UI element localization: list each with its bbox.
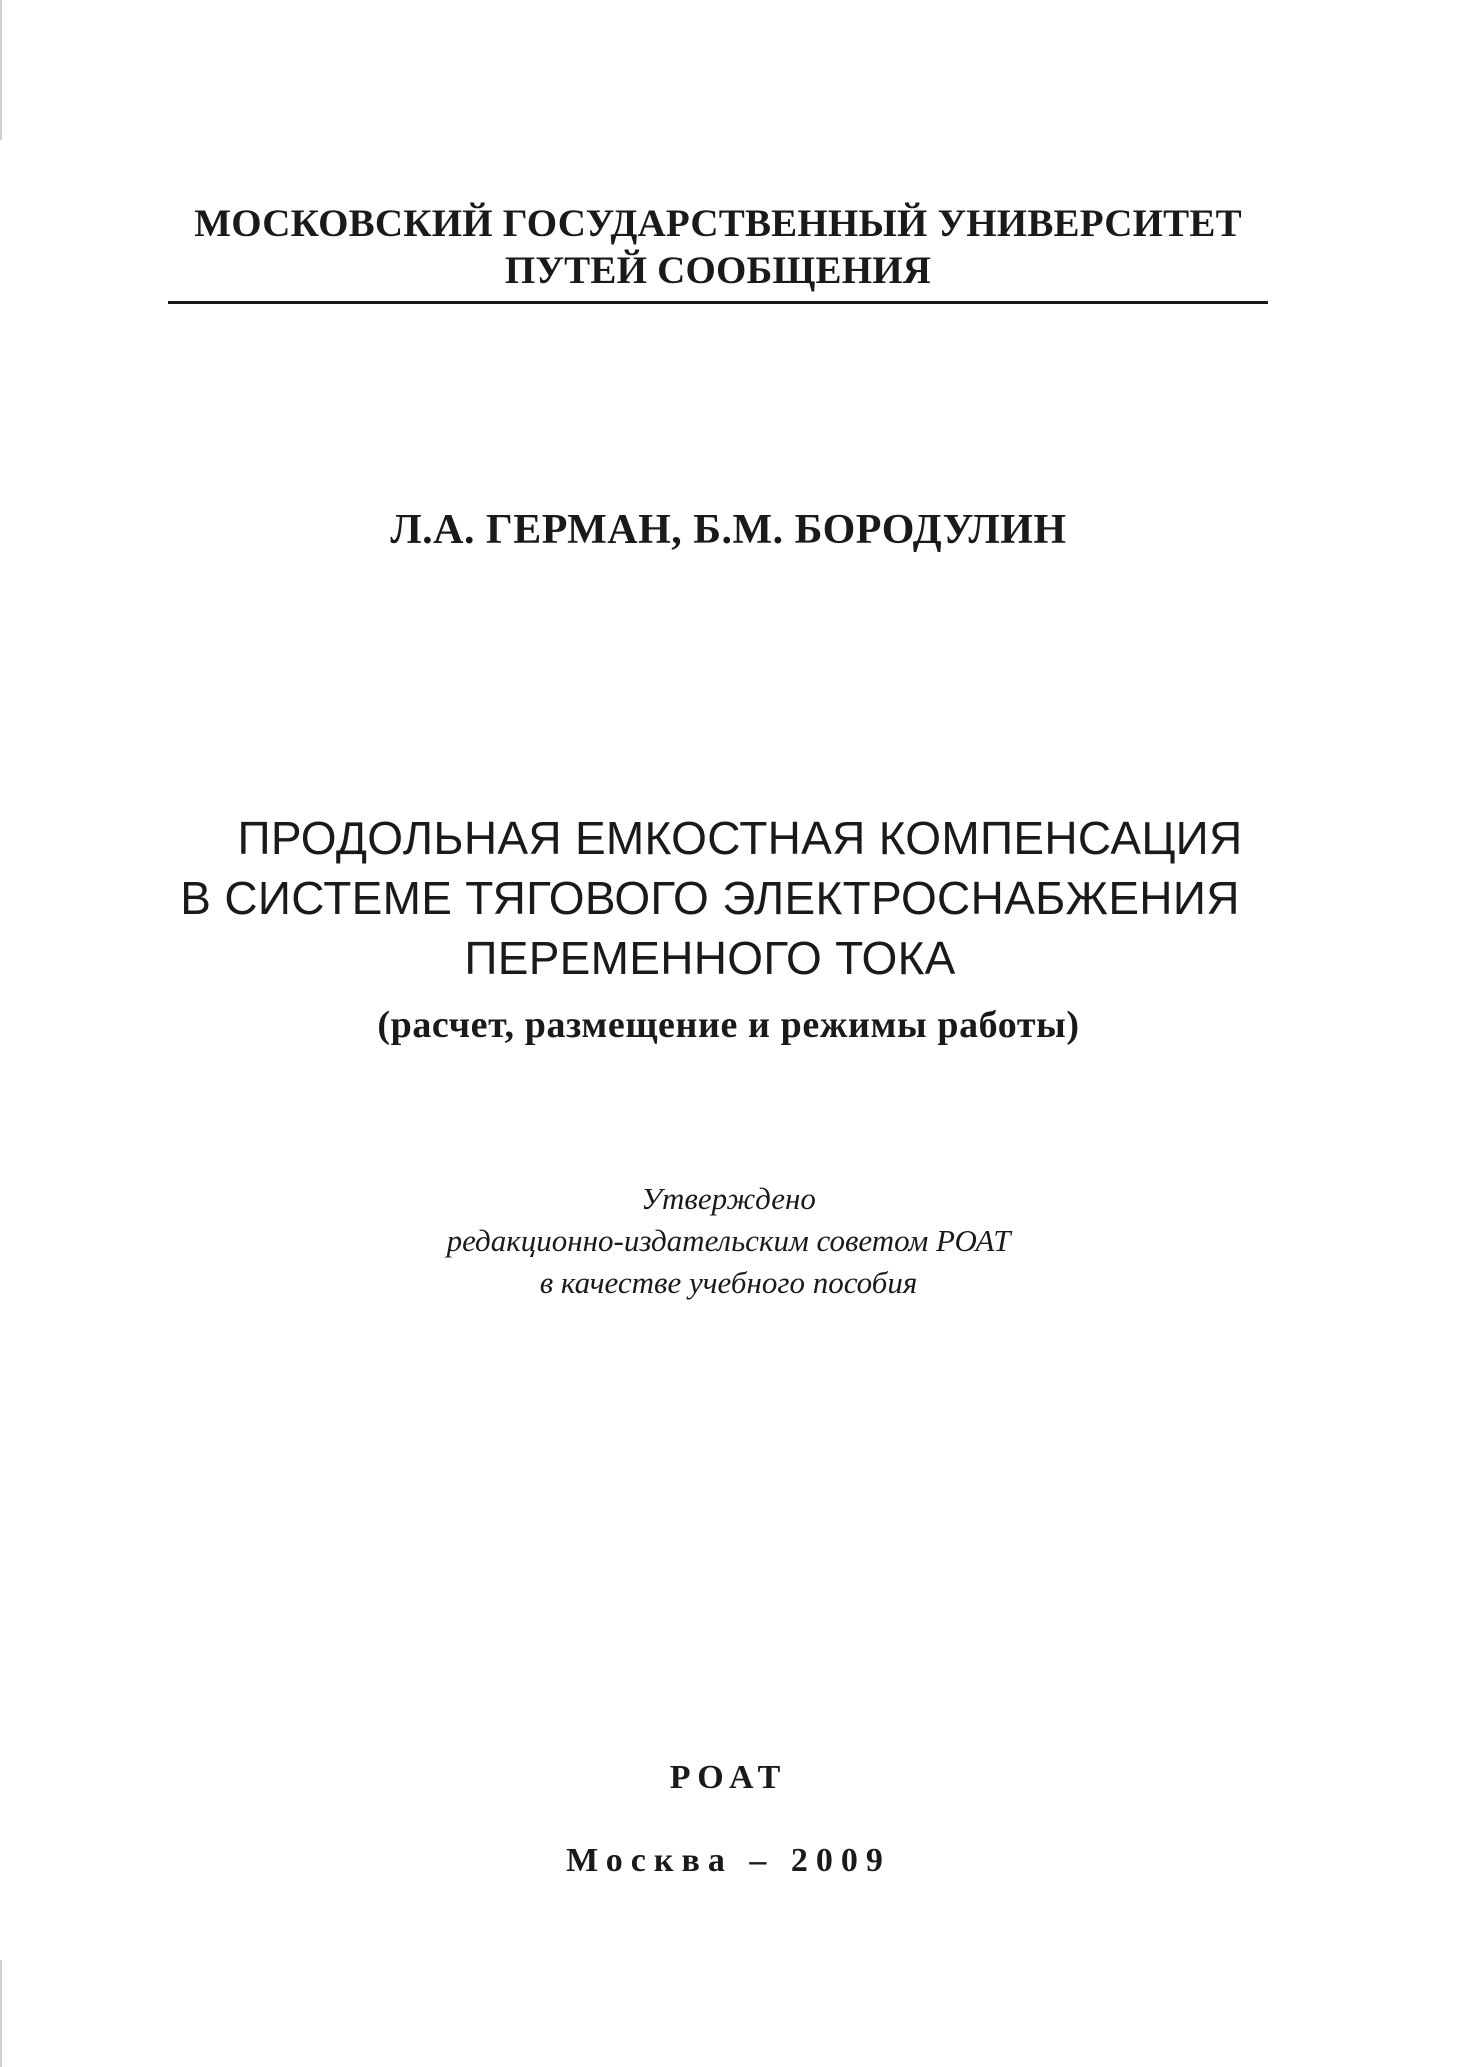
book-subtitle: (расчет, размещение и режимы работы) (377, 1004, 1080, 1046)
university-header (168, 200, 1268, 294)
city-year: Москва – 2009 (566, 1842, 891, 1879)
approval-line-3: в качестве учебного пособия (539, 1265, 918, 1300)
approval-line-1: Утверждено (641, 1181, 816, 1216)
authors: Л.А. ГЕРМАН, Б.М. БОРОДУЛИН (390, 507, 1067, 553)
book-title (150, 808, 1270, 988)
approval-note (0, 1178, 1457, 1304)
title-line-1: ПРОДОЛЬНАЯ ЕМКОСТНАЯ КОМПЕНСАЦИЯ (237, 812, 1243, 864)
university-name-line2: ПУТЕЙ СООБЩЕНИЯ (504, 249, 932, 292)
title-line-3: ПЕРЕМЕННОГО ТОКА (464, 932, 956, 984)
page-edge-mark-bottom (0, 1960, 2, 2067)
approval-line-2: редакционно-издательским советом РОАТ (446, 1223, 1011, 1258)
header-divider (168, 301, 1268, 304)
publisher: РОАТ (669, 1759, 788, 1796)
title-line-2: В СИСТЕМЕ ТЯГОВОГО ЭЛЕКТРОСНАБЖЕНИЯ (180, 872, 1240, 924)
page-edge-mark-top (0, 0, 2, 140)
university-name-line1: МОСКОВСКИЙ ГОСУДАРСТВЕННЫЙ УНИВЕРСИТЕТ (194, 202, 1242, 245)
